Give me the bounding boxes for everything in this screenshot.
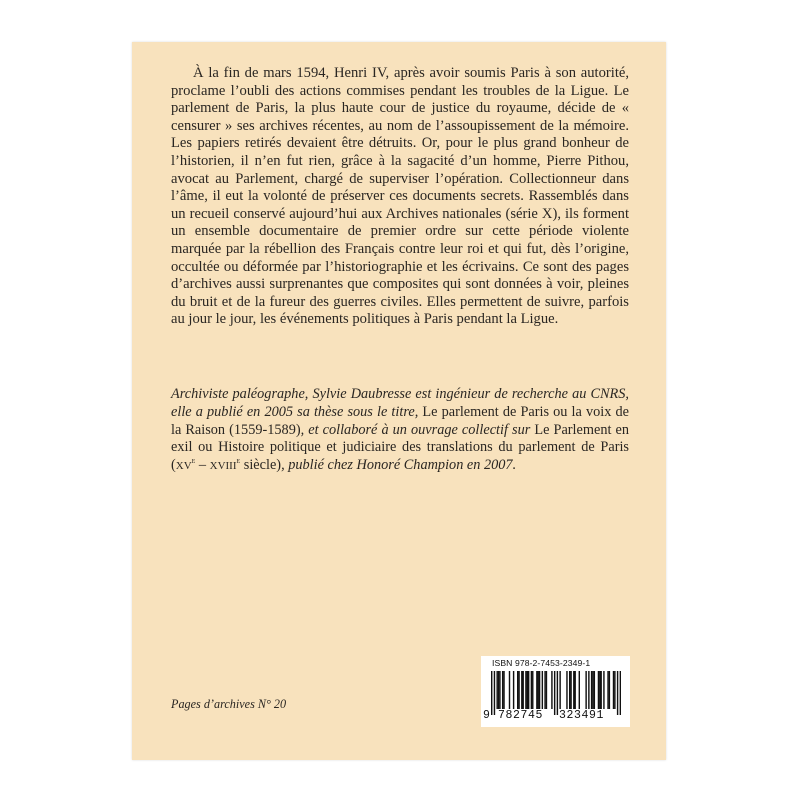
barcode-bar <box>502 671 503 709</box>
barcode-bar <box>579 671 580 709</box>
barcode-lead-digit: 9 <box>483 709 491 722</box>
barcode-bar <box>544 671 545 709</box>
barcode-bar <box>551 671 552 709</box>
barcode-bar <box>566 671 567 709</box>
barcode-bar <box>522 671 523 709</box>
barcode-bar <box>538 671 539 709</box>
barcode-bar <box>496 671 497 709</box>
barcode-left-digits: 782745 <box>498 709 544 722</box>
barcode-bar <box>585 671 586 709</box>
bio-part-1: Archiviste paléographe, Sylvie Daubresse est ingénieur de recherche au CNRS, elle a publié en 2005 sa thèse sous le titre, <box>171 386 629 420</box>
collection-label: Pages d’archives N° 20 <box>171 697 287 711</box>
barcode-bar <box>513 671 514 709</box>
barcode-bar <box>546 671 547 709</box>
barcode-bar <box>557 671 558 715</box>
bio-book-title-1: Le parlement de Paris ou la voix de la Raison (1559-1589) <box>171 403 629 438</box>
barcode-bar <box>554 671 555 715</box>
isbn-label: ISBN 978-2-7453-2349-1 <box>492 658 591 668</box>
barcode-bar <box>600 671 601 709</box>
barcode-bar <box>491 671 492 715</box>
barcode-bar <box>570 671 571 709</box>
barcode-bar <box>617 671 618 715</box>
barcode-bar <box>531 671 532 709</box>
barcode-bar <box>527 671 528 709</box>
bio-part-2: , et collaboré à un ouvrage collectif sur <box>300 421 531 438</box>
isbn-barcode <box>481 656 630 727</box>
barcode-bar <box>569 671 570 709</box>
barcode-bar <box>592 671 593 709</box>
barcode-bar <box>509 671 510 709</box>
barcode-bar <box>607 671 608 709</box>
barcode-bar <box>603 671 604 709</box>
barcode-bar <box>591 671 592 709</box>
barcode-bar <box>609 671 610 709</box>
author-bio <box>171 386 629 476</box>
bio-book-title-2: Le Parlement en exil ou Histoire politique et judiciaire des translations du parlement de Paris (XVe – XVIIIe siècle) <box>171 421 630 474</box>
barcode-right-digits: 323491 <box>559 709 605 722</box>
barcode-bar <box>525 671 526 709</box>
blurb-paragraph: À la fin de mars 1594, Henri IV, après avoir soumis Paris à son autorité, proclame l’oubli des actions commises pendant les troubles de la Ligue. Le parlement de Paris, la plus haute cour de justice du royaume, décide de « censurer » ses archives récentes, au nom de l’assoupissement de la mémoire. Les papiers retirés devaient être détruits. Or, pour le plus grand bonheur de l’historien, il n’en fut rien, grâce à la sagacité d’un homme, Pierre Pithou, avocat au Parlement, chargé de superviser l’opération. Collectionneur dans l’âme, il eut la volonté de préserver ces documents secrets. Rassemblés dans un recueil conservé aujourd’hui aux Archives nationales (série X), ils forment un ensemble documentaire de premier ordre sur cette période violente marquée par la rébellion des Français contre leur roi et qui fut, dès l’origine, occultée ou déformée par l’historiographie et les écrivains. Ce sont des pages d’archives aussi surprenantes que composites qui sont données à voir, pleines du bruit et de la fureur des guerres civiles. Elles permettent de suivre, parfois au jour le jour, les événements politiques à Paris pendant la Ligue. <box>171 65 629 328</box>
barcode-bar <box>517 671 518 709</box>
barcode-bar <box>588 671 589 709</box>
bio-part-3: , publié chez Honoré Champion en 2007. <box>281 457 517 474</box>
barcode-bar <box>598 671 599 709</box>
barcode-bar <box>528 671 529 709</box>
barcode-bar <box>532 671 533 709</box>
barcode-bar <box>574 671 575 709</box>
barcode-bar <box>518 671 519 709</box>
barcode-bar <box>494 671 495 715</box>
barcode-bar <box>521 671 522 709</box>
barcode-bar <box>536 671 537 709</box>
barcode-bar <box>542 671 543 709</box>
barcode-bar <box>599 671 600 709</box>
barcode-bar <box>614 671 615 709</box>
barcode-bar <box>613 671 614 709</box>
barcode-bar <box>539 671 540 709</box>
barcode-bar <box>503 671 504 709</box>
barcode-bar <box>594 671 595 709</box>
barcode-bar <box>499 671 500 709</box>
barcode-bar <box>573 671 574 709</box>
barcode-bar <box>559 671 560 709</box>
barcode-bar <box>620 671 621 715</box>
barcode-bar <box>498 671 499 709</box>
